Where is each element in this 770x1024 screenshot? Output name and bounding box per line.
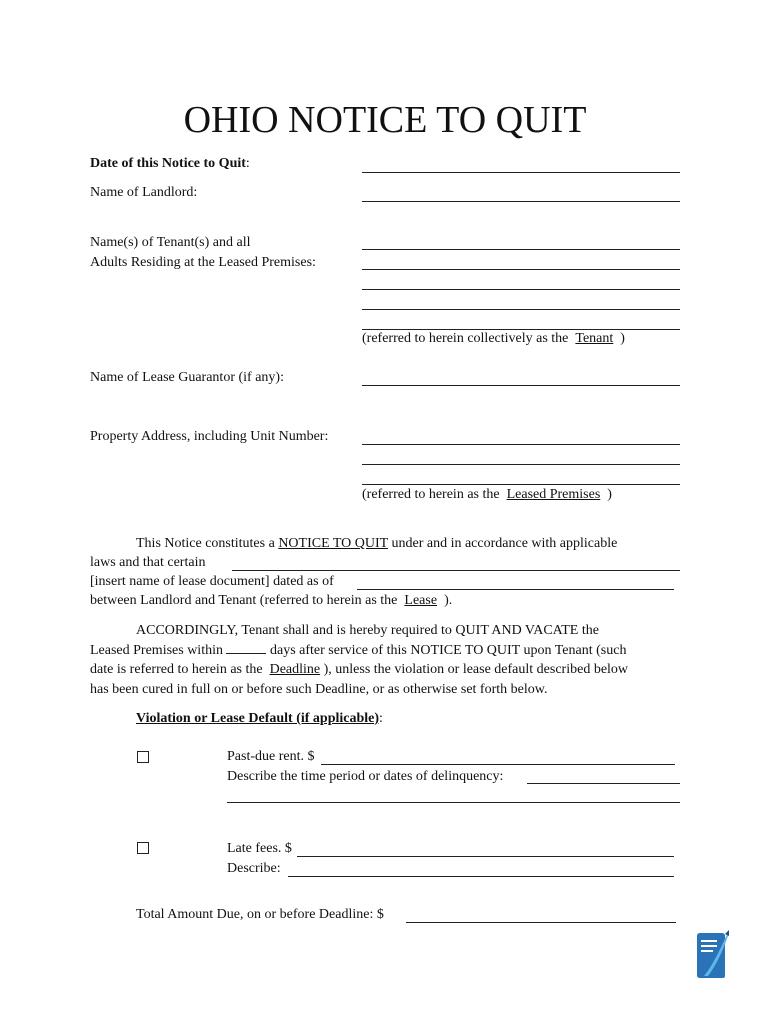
tenant-ref-term: Tenant (575, 331, 614, 346)
days-field[interactable] (226, 641, 266, 654)
para1-l4-suffix: ). (444, 593, 453, 608)
tenant-ref-suffix: ) (620, 331, 625, 346)
para1-line2: laws and that certain (90, 555, 206, 570)
deadline-term: Deadline (269, 662, 321, 677)
para1-line4 (90, 592, 452, 610)
tenant-field-1[interactable] (362, 249, 680, 250)
rent-amount-field[interactable] (321, 764, 675, 765)
fees-label: Late fees. $ (227, 841, 292, 856)
property-field-2[interactable] (362, 464, 680, 465)
lease-date-field[interactable] (357, 589, 674, 590)
para2-l2-suffix: days after service of this NOTICE TO QUIT upon Tenant (such (269, 643, 627, 658)
violation-heading-colon: : (379, 711, 383, 726)
total-amount-field[interactable] (406, 922, 676, 923)
para1-l1-prefix: This Notice constitutes a (136, 536, 275, 551)
property-field-3[interactable] (362, 484, 680, 485)
past-due-rent-checkbox[interactable] (137, 751, 149, 763)
property-field-1[interactable] (362, 444, 680, 445)
para2-l3-prefix: date is referred to herein as the (90, 662, 263, 677)
document-title: OHIO NOTICE TO QUIT (183, 99, 587, 141)
fees-amount-field[interactable] (297, 856, 674, 857)
premises-ref-suffix: ) (607, 487, 612, 502)
tenant-ref-prefix: (referred to herein collectively as the (362, 331, 569, 346)
notice-to-quit-term: NOTICE TO QUIT (278, 536, 388, 551)
premises-ref-prefix: (referred to herein as the (362, 487, 500, 502)
property-label: Property Address, including Unit Number: (90, 429, 329, 444)
para2-line4: has been cured in full on or before such Deadline, or as otherwise set forth below. (90, 682, 548, 697)
rent-describe-label: Describe the time period or dates of delinquency: (227, 769, 504, 784)
fees-describe-label: Describe: (227, 861, 281, 876)
late-fees-checkbox[interactable] (137, 842, 149, 854)
premises-reference (362, 486, 612, 504)
tenants-label-line2: Adults Residing at the Leased Premises: (90, 255, 316, 270)
document-logo-icon (694, 930, 730, 980)
tenant-field-3[interactable] (362, 289, 680, 290)
tenant-field-2[interactable] (362, 269, 680, 270)
tenants-label-line1: Name(s) of Tenant(s) and all (90, 235, 251, 250)
para2-line1: ACCORDINGLY, Tenant shall and is hereby required to QUIT AND VACATE the (136, 623, 599, 638)
para1-l4-prefix: between Landlord and Tenant (referred to herein as the (90, 593, 398, 608)
lease-term: Lease (404, 593, 438, 608)
landlord-label: Name of Landlord: (90, 185, 198, 200)
para1-line1 (136, 535, 617, 553)
violation-heading-text: Violation or Lease Default (if applicable) (136, 711, 380, 726)
tenant-field-4[interactable] (362, 309, 680, 310)
para2-l2-prefix: Leased Premises within (90, 643, 223, 658)
lease-document-field[interactable] (232, 570, 680, 571)
premises-ref-term: Leased Premises (506, 487, 601, 502)
tenant-reference (362, 330, 625, 348)
para1-line3: [insert name of lease document] dated as of (90, 574, 334, 589)
rent-describe-field-2[interactable] (227, 802, 680, 803)
guarantor-field[interactable] (362, 385, 680, 386)
date-label-colon: : (245, 156, 250, 171)
guarantor-label: Name of Lease Guarantor (if any): (90, 370, 284, 385)
para2-line3 (90, 661, 628, 679)
rent-describe-field[interactable] (527, 783, 680, 784)
violation-heading (136, 710, 383, 728)
date-field[interactable] (362, 172, 680, 173)
para1-l1-suffix: under and in accordance with applicable (391, 536, 618, 551)
date-label-row (90, 155, 250, 173)
date-label: Date of this Notice to Quit (90, 156, 246, 171)
para2-line2 (90, 641, 626, 660)
rent-label: Past-due rent. $ (227, 749, 315, 764)
para2-l3-suffix: ), unless the violation or lease default described below (323, 662, 629, 677)
fees-describe-field[interactable] (288, 876, 674, 877)
total-label: Total Amount Due, on or before Deadline: $ (136, 907, 384, 922)
landlord-field[interactable] (362, 201, 680, 202)
